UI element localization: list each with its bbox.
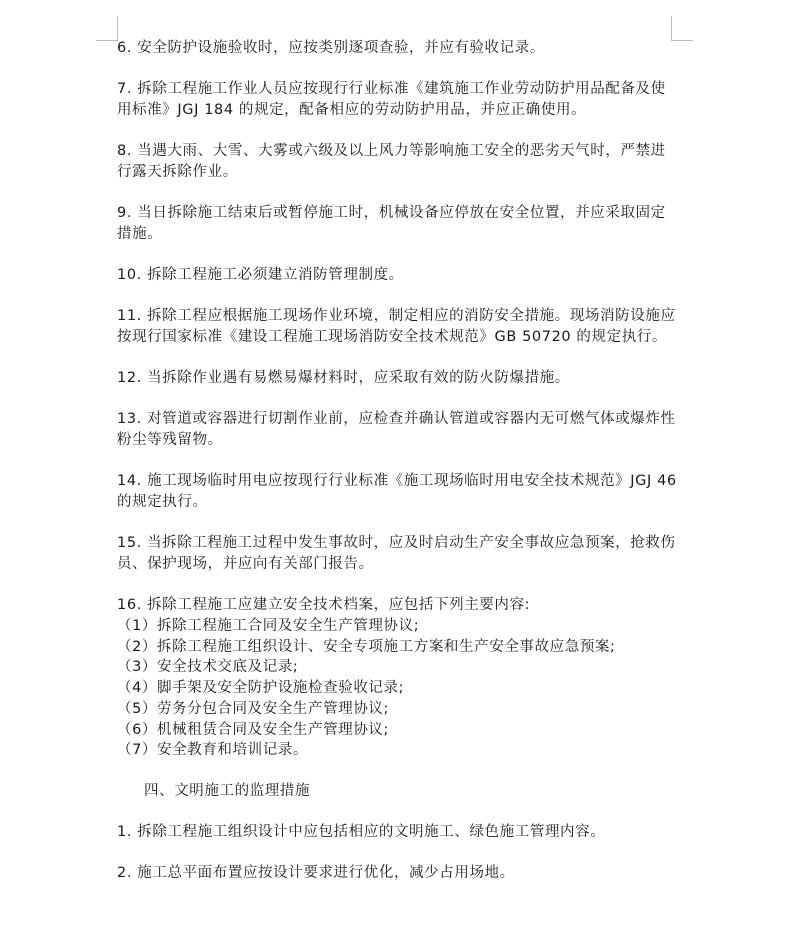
list-item: （5）劳务分包合同及安全生产管理协议; — [117, 700, 390, 717]
crop-mark-top-left — [96, 40, 118, 41]
paragraph-item-12: 12. 当拆除作业遇有易燃易爆材料时，应采取有效的防火防爆措施。 — [117, 370, 570, 386]
list-item: （3）安全技术交底及记录; — [117, 659, 299, 676]
list-item: （1）拆除工程施工合同及安全生产管理协议; — [117, 618, 420, 634]
paragraph-item-11: 11. 拆除工程应根据施工现场作业环境，制定相应的消防安全措施。现场消防设施应按现行国家标准《建设工程施工现场消防安全技术规范》GB 50720 的规定执行。 — [117, 308, 676, 345]
list-item: （4）脚手架及安全防护设施检查验收记录; — [117, 680, 405, 697]
paragraph-item-10: 10. 拆除工程施工必须建立消防管理制度。 — [117, 267, 404, 283]
paragraph-civilized-1: 1. 拆除工程施工组织设计中应包括相应的文明施工、绿色施工管理内容。 — [117, 823, 606, 840]
paragraph-item-15: 15. 当拆除工程施工过程中发生事故时，应及时启动生产安全事故应急预案，抢救伤员、保护现场，并应向有关部门报告。 — [117, 535, 676, 572]
section-heading: 四、文明施工的监理措施 — [144, 782, 311, 799]
archive-contents-list — [117, 616, 677, 761]
paragraph-item-14: 14. 施工现场临时用电应按现行行业标准《施工现场临时用电安全技术规范》JGJ 46 的规定执行。 — [117, 473, 677, 510]
paragraph-civilized-2: 2. 施工总平面布置应按设计要求进行优化，减少占用场地。 — [117, 864, 515, 881]
document-body — [117, 38, 677, 904]
list-item: （7）安全教育和培训记录。 — [117, 742, 309, 759]
crop-mark-top-left — [117, 16, 118, 40]
paragraph-item-7: 7. 拆除工程施工作业人员应按现行行业标准《建筑施工作业劳动防护用品配备及使用标准》JGJ 184 的规定，配备相应的劳动防护用品，并应正确使用。 — [117, 81, 666, 118]
crop-mark-top-right — [671, 16, 672, 40]
paragraph-item-13: 13. 对管道或容器进行切割作业前，应检查并确认管道或容器内无可燃气体或爆炸性粉尘等残留物。 — [117, 411, 676, 448]
paragraph-item-16-intro: 16. 拆除工程施工应建立安全技术档案，应包括下列主要内容: — [117, 597, 531, 613]
paragraph-item-8: 8. 当遇大雨、大雪、大雾或六级及以上风力等影响施工安全的恶劣天气时，严禁进行露天拆除作业。 — [117, 143, 666, 180]
list-item: （6）机械租赁合同及安全生产管理协议; — [117, 721, 390, 738]
paragraph-item-6: 6. 安全防护设施验收时，应按类别逐项查验，并应有验收记录。 — [117, 40, 545, 56]
paragraph-item-9: 9. 当日拆除施工结束后或暂停施工时，机械设备应停放在安全位置，并应采取固定措施。 — [117, 205, 666, 242]
list-item: （2）拆除工程施工组织设计、安全专项施工方案和生产安全事故应急预案; — [117, 638, 616, 655]
